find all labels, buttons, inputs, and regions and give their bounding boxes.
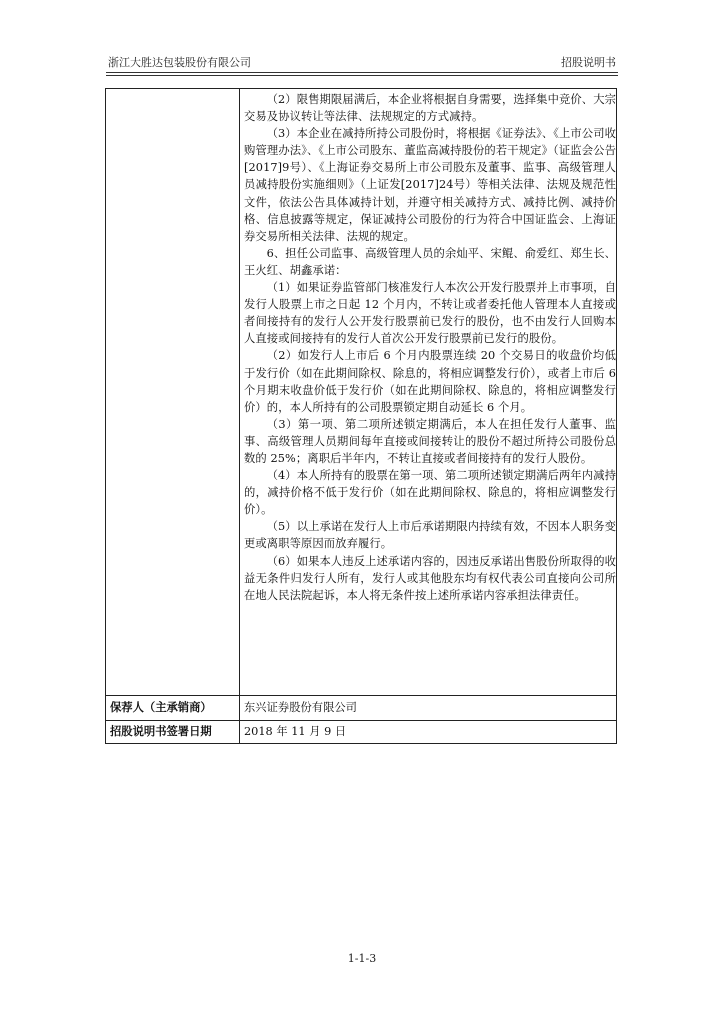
commitment-paragraph: （2）限售期限届满后，本企业将根据自身需要，选择集中竞价、大宗交易及协议转让等法律、法规规定的方式减持。 (244, 93, 616, 124)
commitments-text (244, 91, 616, 604)
page-number: 1-1-3 (347, 952, 377, 965)
commitment-paragraph: （4）本人所持有的股票在第一项、第二项所述锁定期满后两年内减持的，减持价格不低于发行价（如在此期间除权、除息的，将相应调整发行价）。 (244, 469, 616, 517)
commitment-paragraph: （5）以上承诺在发行人上市后承诺期限内持续有效，不因本人职务变更或离职等原因而放弃履行。 (244, 520, 616, 551)
document-type: 招股说明书 (561, 56, 616, 69)
commitment-paragraph: （1）如果证券监管部门核准发行人本次公开发行股票并上市事项，自发行人股票上市之日起 12 个月内，不转让或者委托他人管理本人直接或者间接持有的发行人公开发行股票前已发行的股份，也不由发行人回购本人直接或间接持有的发行人首次公开发行股票前已发行的股份。 (244, 281, 616, 346)
commitment-paragraph: （3）第一项、第二项所述锁定期满后，本人在担任发行人董事、监事、高级管理人员期间每年直接或间接转让的股份不超过所持公司股份总数的 25%；离职后半年内，不转让直接或者间接持有的发行人股份。 (244, 417, 616, 465)
column-divider (239, 89, 240, 743)
commitment-paragraph: （3）本企业在减持所持公司股份时，将根据《证券法》、《上市公司收购管理办法》、《上市公司股东、董监高减持股份的若干规定》（证监会公告[2017]9号）、《上海证券交易所上市公司股东及董事、监事、高级管理人员减持股份实施细则》（上证发[2017]24号）等相关法律、法规及规范性文件，依法公告具体减持计划，并遵守相关减持方式、减持比例、减持价格、信息披露等规定，保证减持公司股份的行为符合中国证监会、上海证券交易所相关法律、法规的规定。 (244, 127, 616, 243)
header-rule-thin (106, 75, 618, 76)
commitment-paragraph: 6、担任公司监事、高级管理人员的余灿平、宋鲲、俞爱红、郑生长、王火红、胡鑫承诺： (244, 246, 616, 277)
sponsor-value: 东兴证券股份有限公司 (244, 701, 357, 714)
company-name: 浙江大胜达包装股份有限公司 (108, 56, 251, 69)
commitment-paragraph: （6）如果本人违反上述承诺内容的，因违反承诺出售股份所取得的收益无条件归发行人所有，发行人或其他股东均有权代表公司直接向公司所在地人民法院起诉，本人将无条件按上述所承诺内容承担法律责任。 (244, 554, 616, 602)
page-header (108, 54, 616, 72)
commitment-paragraph: （2）如发行人上市后 6 个月内股票连续 20 个交易日的收盘价均低于发行价（如在此期间除权、除息的，将相应调整发行价），或者上市后 6 个月期末收盘价低于发行价（如在此期间除权、除息的，将相应调整发行价）的，本人所持有的公司股票锁定期自动延长 6 个月。 (244, 349, 616, 414)
signing-date-value: 2018 年 11 月 9 日 (244, 725, 347, 738)
header-rule (106, 72, 618, 73)
signing-date-label: 招股说明书签署日期 (110, 725, 212, 738)
info-table (105, 88, 617, 744)
sponsor-label: 保荐人（主承销商） (110, 701, 212, 714)
